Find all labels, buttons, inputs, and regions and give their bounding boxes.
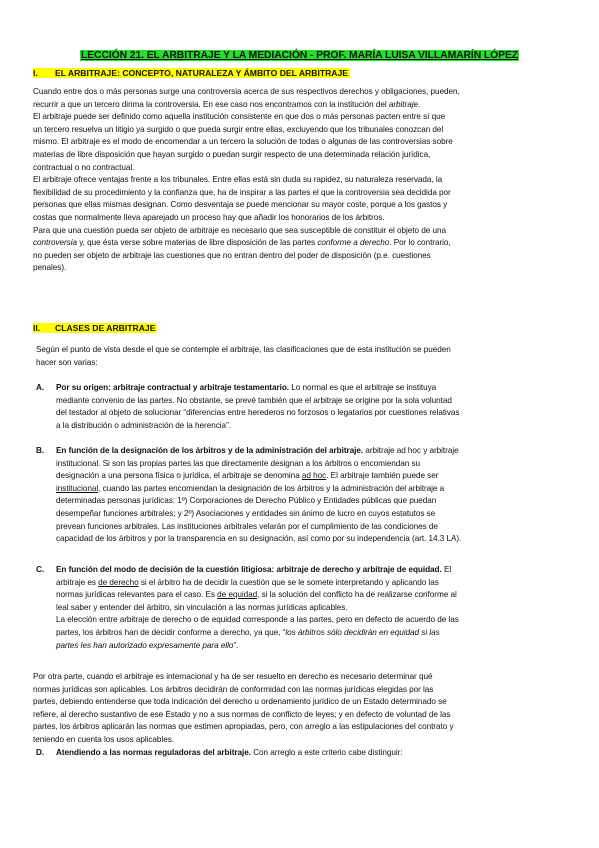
item-a-body: Por su origen: arbitraje contractual y arbitraje testamentario. Lo normal es que el arbitraje se instituya mediante convenio de las partes. No obstante, se prevé también que el arbitraje se origine por la sola voluntad del testador al objeto de solucionar “diferencias entre herederos no forzosos o legatarios por cuestiones relativas a la distribución o administración de la herencia”. <box>56 383 460 430</box>
item-c-label: C. <box>36 565 45 574</box>
item-c-body: En función del modo de decisión de la cuestión litigiosa: arbitraje de derecho y arbitraje de equidad. El arbitraje es de derecho si el árbitro ha de decidir la cuestión que se le somete interpretando y aplicando las normas jurídicas relevantes para el caso. Es de equidad, si la solución del conflicto ha de realizarse conforme al leal saber y entender del árbitro, sin vinculación a las normas jurídicas aplicables. La elección entre arbitraje de derecho o de equidad corresponde a las partes, pero en defecto de acuerdo de las partes, los árbitros han de decidir conforme a derecho, ya que, “los árbitros sólo decidirán en equidad si las partes les han autorizado expresamente para ello”. <box>56 565 459 650</box>
item-b-body: En función de la designación de los árbitros y de la administración del arbitraje. arbitraje ad hoc y arbitraje institucional. Si son las propias partes las que directamente designan a los árbitros o encomiendan su designación a una persona física o jurídica, el arbitraje se denomina ad hoc. El arbitraje también puede ser institucional, cuando las partes encomiendan la designación de los árbitros y la administración del arbitraje a determinadas personas jurídicas: 1º) Corporaciones de Derecho Público y Entidades públicas que puedan desempeñar funciones arbitrales; y 2º) Asociaciones y entidades sin ánimo de lucro en cuyos estatutos se prevean funciones arbitrales. Las instituciones arbitrales velarán por el cumplimiento de las condiciones de capacidad de los árbitros y por la transparencia en su designación, así como por su independencia (art. 14.3 LA). <box>56 446 462 544</box>
section-2-intro: Según el punto de vista desde el que se contemple el arbitraje, las clasificaciones que de esta institución se pueden hacer son varias: <box>36 345 451 367</box>
section-2-heading: II. CLASES DE ARBITRAJE <box>33 323 156 333</box>
section-1-body: Cuando entre dos o más personas surge una controversia acerca de sus respectivos derechos y obligaciones, pueden, recurrir a que un tercero dirima la controversia. En ese caso nos encontramos con la institución del arbitraje. El arbitraje puede ser definido como aquella institución consistente en que dos o más personas pacten entre sí que un tercero resuelva un litigio ya surgido o que pueda surgir entre ellas, excluyendo que los tribunales conozcan del mismo. El arbitraje es el modo de encomendar a un tercero la solución de todas o algunas de las controversias sobre materias de libre disposición que hayan surgido o puedan surgir respecto de una determinada relación jurídica, contractual o no contractual. El arbitraje ofrece ventajas frente a los tribunales. Entre ellas está sin duda su rapidez, su naturaleza reservada, la flexibilidad de su procedimiento y la confianza que, ha de inspirar a las partes el que la controversia sea decidida por personas que ellas mismas designan. Como desventaja se puede mencionar su mayor coste, porque a los gastos y costas que normalmente lleva aparejado un proceso hay que añadir los honorarios de los árbitros. Para que una cuestión pueda ser objeto de arbitraje es necesario que sea susceptible de constituir el objeto de una controversia y, que ésta verse sobre materias de libre disposición de las partes conforme a derecho. Por lo contrario, no pueden ser objeto de arbitraje las cuestiones que no entran dentro del poder de disposición (p.e. cuestiones penales). <box>33 87 460 273</box>
section-1-heading: I. EL ARBITRAJE: CONCEPTO, NATURALEZA Y ÁMBITO DEL ARBITRAJE <box>33 68 349 78</box>
item-a-label: A. <box>36 383 45 392</box>
item-d-label: D. <box>36 748 45 757</box>
international-arbitration-paragraph: Por otra parte, cuando el arbitraje es internacional y ha de ser resuelto en derecho es necesario determinar qué normas jurídicas son aplicables. Los árbitros decidirán de conformidad con las normas jurídicas elegidas por las partes, debiendo entenderse que toda indicación del derecho u ordenamiento jurídico de un Estado determinado se refiere, al derecho sustantivo de ese Estado y no a sus normas de conflicto de leyes; y en defecto de voluntad de las partes, los árbitros aplicarán las normas que estimen apropiadas, pero, con arreglo a las estipulaciones del contrato y teniendo en cuenta los usos aplicables. <box>33 672 454 744</box>
item-b-label: B. <box>36 446 45 455</box>
page-title: LECCIÓN 21. EL ARBITRAJE Y LA MEDIACIÓN - PROF. MARÍA LUISA VILLAMARÍN LÓPEZ <box>80 50 519 61</box>
item-d-body: Atendiendo a las normas reguladoras del arbitraje. Con arreglo a este criterio cabe distinguir: <box>56 748 403 757</box>
